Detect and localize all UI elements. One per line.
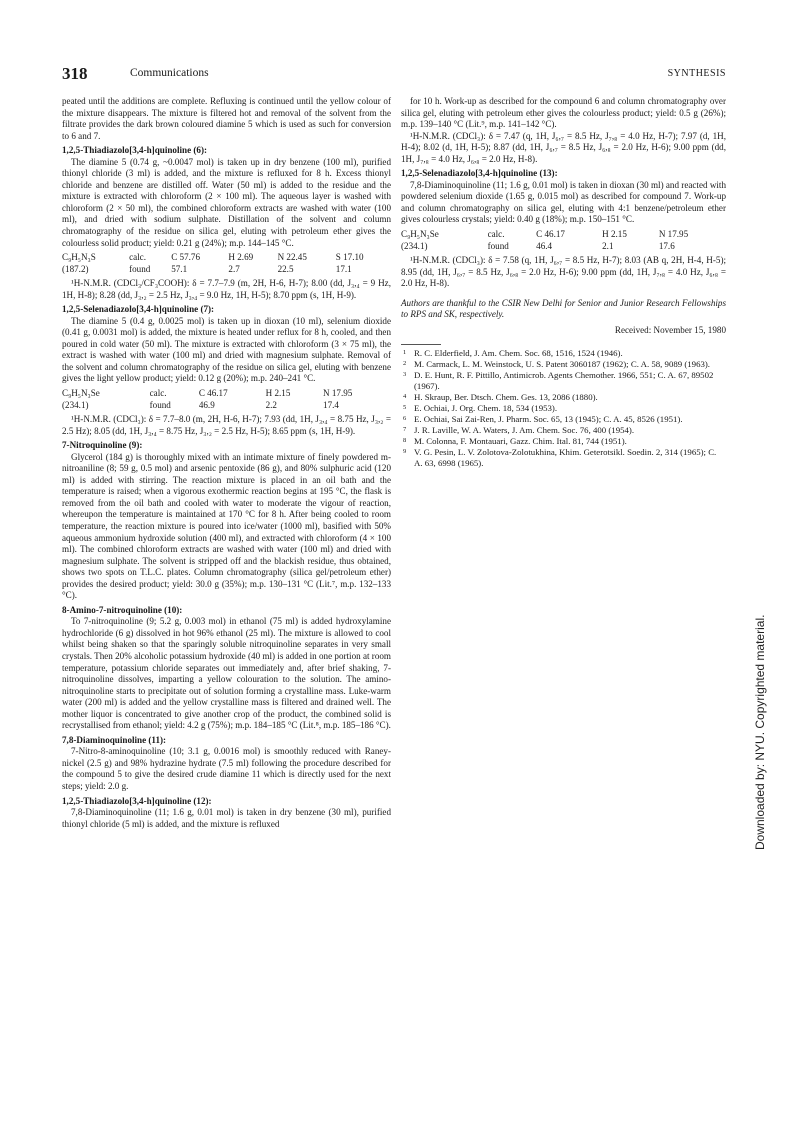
reference-number: 9 bbox=[403, 448, 407, 456]
compound-heading: 1,2,5-Thiadiazolo[3,4-h]quinoline (6): bbox=[62, 145, 208, 156]
analysis-row bbox=[62, 264, 391, 276]
analysis-cell: 17.1 bbox=[335, 263, 352, 274]
reference-list bbox=[401, 348, 726, 469]
reference-item bbox=[401, 447, 726, 469]
elemental-analysis-table bbox=[62, 388, 391, 411]
page-number: 318 bbox=[62, 64, 88, 83]
analysis-cell: (234.1) bbox=[401, 240, 428, 251]
analysis-cell: C 46.17 bbox=[198, 388, 228, 399]
analysis-cell: found bbox=[149, 399, 171, 410]
download-notice: Downloaded by: NYU. Copyrighted material. bbox=[753, 614, 767, 850]
analysis-cell: 2.7 bbox=[228, 263, 240, 274]
reference-item bbox=[401, 403, 726, 414]
reference-item bbox=[401, 359, 726, 370]
received-date: Received: November 15, 1980 bbox=[614, 324, 726, 335]
journal-name: SYNTHESIS bbox=[667, 68, 726, 79]
analysis-cell: C₉H₅N₃Se bbox=[62, 388, 100, 399]
reference-item bbox=[401, 348, 726, 359]
body-paragraph: The diamine 5 (0.4 g, 0.0025 mol) is taken up in dioxan (10 ml), selenium dioxide (0.41 g, 0.0031 mol) is added, the mixture is heated under reflux for 8 h, cooled, and then poured in cold water (50 ml). The mixture is extracted with chloroform (3 × 75 ml), the extract is washed with water (100 ml) and dried with magnesium sulphate. Removal of the solvent and column chromatography of the residue on silica gel, eluting with benzene gives the light yellow product; yield: 0.12 g (20%); m.p. 240–241 °C. bbox=[62, 315, 391, 384]
body-paragraph: ¹H-N.M.R. (CDCl₃): δ = 7.47 (q, 1H, J₆,₇ = 8.5 Hz, J₇,₈ = 4.0 Hz, H-7); 7.97 (d, 1H, H-4); 8.02 (d, 1H, H-5); 8.87 (dd, 1H, J₆,₇ = 8.5 Hz, J₆,₈ = 2.0 Hz, H-6); 9.00 ppm (dd, 1H, J₇,₈ = 4.0 Hz, J₆,₈ = 2.0 Hz, H-8). bbox=[401, 130, 726, 164]
reference-number: 2 bbox=[403, 360, 407, 368]
compound-heading: 7,8-Diaminoquinoline (11): bbox=[62, 734, 167, 745]
reference-number: 1 bbox=[403, 349, 407, 357]
analysis-cell: C₉H₅N₃Se bbox=[401, 229, 439, 240]
analysis-cell: C 57.76 bbox=[171, 252, 201, 263]
analysis-row bbox=[62, 388, 391, 400]
analysis-row bbox=[62, 400, 391, 412]
analysis-cell: 2.2 bbox=[265, 399, 277, 410]
reference-text: M. Carmack, L. M. Weinstock, U. S. Patent 3060187 (1962); C. A. 58, 9089 (1963). bbox=[414, 359, 711, 370]
reference-item bbox=[401, 436, 726, 447]
reference-number: 6 bbox=[403, 415, 407, 423]
analysis-cell: H 2.69 bbox=[228, 252, 254, 263]
analysis-cell: found bbox=[129, 263, 151, 274]
compound-heading: 1,2,5-Selenadiazolo[3,4-h]quinoline (7): bbox=[62, 304, 215, 315]
compound-heading: 8-Amino-7-nitroquinoline (10): bbox=[62, 604, 183, 615]
reference-text: D. E. Hunt, R. F. Pittillo, Antimicrob. Agents Chemother. 1966, 551; C. A. 67, 89502 (1967). bbox=[414, 370, 714, 392]
reference-number: 7 bbox=[403, 426, 407, 434]
analysis-cell: N 22.45 bbox=[277, 252, 307, 263]
reference-text: R. C. Elderfield, J. Am. Chem. Soc. 68, 1516, 1524 (1946). bbox=[414, 348, 623, 359]
analysis-cell: H 2.15 bbox=[265, 388, 291, 399]
analysis-cell: S 17.10 bbox=[335, 252, 364, 263]
analysis-cell: calc. bbox=[149, 388, 167, 399]
body-paragraph: 7,8-Diaminoquinoline (11; 1.6 g, 0.01 mol) is taken in dioxan (30 ml) and reacted with powdered selenium dioxide (1.65 g, 0.015 mol) as described for compound 7. Work-up and column chromatography on silica gel, eluting with 4:1 benzene/petroleum ether gives colourless crystals; yield: 0.40 g (18%); m.p. 150–151 °C. bbox=[401, 179, 726, 225]
body-paragraph: 7,8-Diaminoquinoline (11; 1.6 g, 0.01 mol) is taken in dry benzene (30 ml), purified thionyl chloride (5 ml) is added, and the mixture is refluxed bbox=[62, 807, 391, 829]
analysis-cell: C₉H₅N₃S bbox=[62, 252, 96, 263]
acknowledgement: Authors are thankful to the CSIR New Delhi for Senior and Junior Research Fellowships to RPS and SK, respectively. bbox=[401, 297, 726, 320]
reference-text: J. R. Laville, W. A. Waters, J. Am. Chem. Soc. 76, 400 (1954). bbox=[414, 425, 635, 436]
body-paragraph: ¹H-N.M.R. (CDCl₃): δ = 7.58 (q, 1H, J₆,₇ = 8.5 Hz, H-7); 8.03 (AB q, 2H, H-4, H-5); 8.95 (dd, 1H, J₆,₇ = 8.5 Hz, J₆,₈ = 2.0 Hz, H-6); 9.00 ppm (dd, 1H, J₇,₈ = 4.0 Hz, J₆,₈ = 2.0 Hz, H-8). bbox=[401, 255, 726, 289]
analysis-cell: (187.2) bbox=[62, 263, 89, 274]
page-header bbox=[62, 64, 726, 84]
compound-heading: 1,2,5-Selenadiazolo[3,4-h]quinoline (13): bbox=[401, 168, 558, 179]
elemental-analysis-table bbox=[401, 229, 726, 252]
analysis-cell: calc. bbox=[129, 252, 146, 263]
analysis-row bbox=[401, 241, 726, 253]
analysis-cell: C 46.17 bbox=[536, 229, 565, 240]
body-paragraph: ¹H-N.M.R. (CDCl₃): δ = 7.7–8.0 (m, 2H, H-6, H-7); 7.93 (dd, 1H, J₃,₄ = 8.75 Hz, J₃,₂ = 2.5 Hz); 8.05 (dd, 1H, J₃,₄ = 8.75 Hz, J₃,₂ = 2.5 Hz, H-5); 8.65 ppm (s, 1H, H-9). bbox=[62, 414, 391, 436]
references-rule bbox=[401, 344, 441, 345]
reference-number: 5 bbox=[403, 404, 407, 412]
compound-heading: 1,2,5-Thiadiazolo[3,4-h]quinoline (12): bbox=[62, 795, 212, 806]
analysis-cell: 17.4 bbox=[323, 399, 339, 410]
reference-text: M. Colonna, F. Montauari, Gazz. Chim. Ital. 81, 744 (1951). bbox=[414, 436, 627, 447]
reference-text: V. G. Pesin, L. V. Zolotova-Zolotukhina, Khim. Geterotsikl. Soedin. 2, 314 (1965); C. A. 63, 6998 (1965). bbox=[414, 447, 717, 469]
analysis-cell: 46.9 bbox=[198, 399, 215, 410]
analysis-cell: found bbox=[487, 240, 509, 251]
body-paragraph: The diamine 5 (0.74 g, ~0.0047 mol) is taken up in dry benzene (100 ml), purified thionyl chloride (3 ml) is added, and the mixture is refluxed for 8 h. Excess thionyl chloride and benzene are distilled off. Water (50 ml) is added to the residue and the mixture is extracted with chloroform (2 × 100 ml). The aqueous layer is washed with chloroform (2 × 50 ml), the combined chloroform extracts are washed with water (100 ml), and dried with sodium sulphate. Distillation of the solvent and column chromatography of the residue on silica gel, eluting with petroleum ether gives the colourless solid product; yield: 0.21 g (24%); m.p. 144–145 °C. bbox=[62, 156, 391, 248]
analysis-cell: 57.1 bbox=[171, 263, 188, 274]
analysis-cell: H 2.15 bbox=[602, 229, 627, 240]
reference-item bbox=[401, 414, 726, 425]
analysis-cell: 2.1 bbox=[602, 240, 614, 251]
reference-number: 8 bbox=[403, 437, 407, 445]
reference-text: E. Ochiai, J. Org. Chem. 18, 534 (1953). bbox=[414, 403, 558, 414]
analysis-cell: 17.6 bbox=[658, 240, 675, 251]
analysis-cell: 46.4 bbox=[536, 240, 553, 251]
reference-item bbox=[401, 425, 726, 436]
reference-number: 3 bbox=[403, 371, 407, 379]
reference-item bbox=[401, 392, 726, 403]
reference-number: 4 bbox=[403, 393, 407, 401]
analysis-row bbox=[401, 229, 726, 241]
compound-heading: 7-Nitroquinoline (9): bbox=[62, 440, 143, 451]
elemental-analysis-table bbox=[62, 252, 391, 275]
analysis-row bbox=[62, 252, 391, 264]
body-paragraph: 7-Nitro-8-aminoquinoline (10; 3.1 g, 0.0016 mol) is smoothly reduced with Raney-nickel (2.5 g) and 98% hydrazine hydrate (7.5 ml) following the procedure described for the compound 5 to give the desired crude diamine 11 which is directly used for the next steps; yield: 2.0 g. bbox=[62, 746, 391, 791]
analysis-cell: 22.5 bbox=[277, 263, 294, 274]
reference-text: H. Skraup, Ber. Dtsch. Chem. Ges. 13, 2086 (1880). bbox=[414, 392, 598, 403]
body-paragraph: peated until the additions are complete. Refluxing is continued until the yellow colour of the mixture disappears. The mixture is filtered hot and removal of the solvent from the filtrate provides the dark brown coloured diamine 5 which is used as such for conversion to 6 and 7. bbox=[62, 96, 391, 141]
analysis-cell: N 17.95 bbox=[323, 388, 353, 399]
body-paragraph: Glycerol (184 g) is thoroughly mixed with an intimate mixture of finely powdered m-nitroaniline (8; 59 g, 0.5 mol) and arsenic pentoxide (86 g), and 80% sulphuric acid (120 ml) is added with stirring. The reaction mixture is placed in an oil bath and the temperature is raised; when a vigorous exothermic reaction begins at 195 °C, the flask is removed from the oil bath and cooled with water to moderate the vigour of reaction, whereupon the temperature is maintained at 170 °C for 8 h. After being cooled to room temperature, the reaction mixture is poured into ice/water (1000 ml), basified with 50% aqueous ammonium hydroxide solution (400 ml), and extracted with chloroform (4 × 100 ml). The combined chloroform extracts are washed with water (100 ml) and dried with magnesium sulphate. The solvent is stripped off and the blackish residue, thus obtained, shows two spots on T.L.C. plates. Column chromatography (silica gel/petroleum ether) provides the desired product; yield: 30.0 g (35%); m.p. 130–131 °C (Lit.⁷, m.p. 132–133 °C). bbox=[62, 451, 391, 601]
left-column bbox=[62, 96, 391, 830]
body-paragraph: To 7-nitroquinoline (9; 5.2 g, 0.003 mol) in ethanol (75 ml) is added hydroxylamine hydrochloride (6 g) dissolved in hot 96% ethanol (25 ml). The mixture is allowed to cool whilst being shaken so that the sparingly soluble nitroquinoline separates in very small crystals. Then 20% alcoholic potassium hydroxide (40 ml) is added in one portion at room temperature, potassium chloride separates out immediately and, after brief shaking, 7-nitroquinoline dissolves, imparting a yellow colouration to the solution. The amino-nitroquinoline starts to precipitate out of solution forming a crystalline mass. Luke-warm water (200 ml) is added and the yellow crystalline mass is filtered and drained well. The mother liquor is concentrated to give another crop of the product, the combined solid is recrystallised from ethanol; yield: 4.2 g (75%); m.p. 184–185 °C (Lit.⁸, m.p. 185–186 °C). bbox=[62, 616, 391, 731]
body-paragraph: ¹H-N.M.R. (CDCl₃/CF₃COOH): δ = 7.7–7.9 (m, 2H, H-6, H-7); 8.00 (dd, J₃,₄ = 9 Hz, 1H, H-8); 8.28 (dd, J₃,₂ = 2.5 Hz, J₃,₄ = 9.0 Hz, 1H, H-5); 8.70 ppm (s, 1H, H-9). bbox=[62, 278, 391, 300]
analysis-cell: N 17.95 bbox=[658, 229, 689, 240]
analysis-cell: calc. bbox=[487, 229, 505, 240]
right-column bbox=[401, 96, 726, 469]
reference-item bbox=[401, 370, 726, 392]
section-title: Communications bbox=[130, 67, 209, 79]
reference-text: E. Ochiai, Sai Zai-Ren, J. Pharm. Soc. 65, 13 (1945); C. A. 45, 8526 (1951). bbox=[414, 414, 683, 425]
analysis-cell: (234.1) bbox=[62, 399, 89, 410]
body-paragraph: for 10 h. Work-up as described for the compound 6 and column chromatography over silica gel, eluting with petroleum ether gives the colourless product; yield: 0.5 g (26%); m.p. 139–140 °C (Lit.⁹, m.p. 141–142 °C). bbox=[401, 96, 726, 130]
